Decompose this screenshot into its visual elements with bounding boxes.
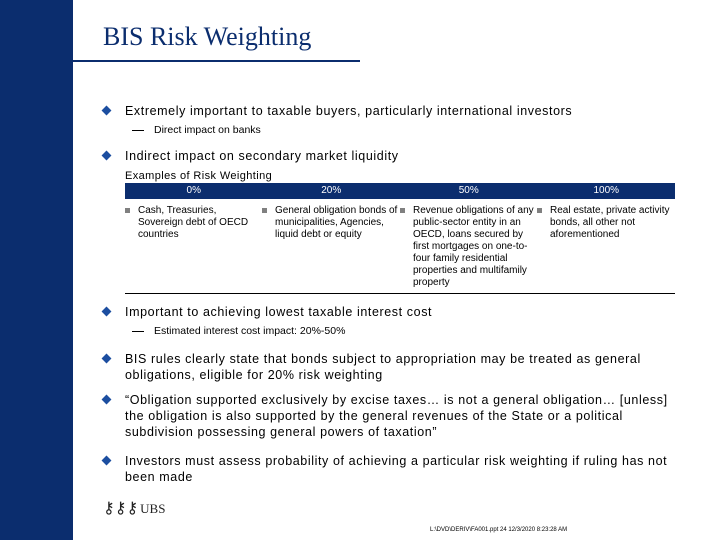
bullet-text: Extremely important to taxable buyers, particularly international investors: [125, 104, 573, 118]
examples-cell-text: General obligation bonds of municipalities, Agencies, liquid debt or equity: [275, 205, 398, 240]
square-bullet-icon: [125, 208, 130, 213]
left-accent-bar: [0, 0, 73, 540]
diamond-bullet-icon: [102, 106, 112, 116]
header-50-percent: 50%: [458, 185, 479, 196]
logo-text: UBS: [140, 501, 166, 516]
diamond-bullet-icon: [102, 354, 112, 364]
sub-bullet: [132, 124, 261, 136]
examples-cell-text: Real estate, private activity bonds, all other not aforementioned: [550, 205, 670, 240]
examples-header-row: [125, 183, 675, 199]
title-underline: [73, 60, 360, 62]
sub-bullet: [132, 325, 345, 337]
bullet-text: “Obligation supported exclusively by excise taxes… is not a general obligation… [unless] the obligation is also supported by the general revenues of the State or a political subdivision possessing general powers of taxation”: [125, 393, 668, 439]
diamond-bullet-icon: [102, 456, 112, 466]
header-0-percent: 0%: [186, 185, 201, 196]
footer-path: L:\DVD\DERIV\FA001.ppt 24 12/3/2020 8:23:28 AM: [430, 527, 568, 533]
examples-bottom-rule: [125, 293, 675, 294]
ubs-logo: [103, 498, 165, 518]
bullet-text: Indirect impact on secondary market liquidity: [125, 149, 399, 163]
keys-icon: ⚷⚷⚷: [103, 500, 139, 517]
examples-title: Examples of Risk Weighting: [125, 170, 273, 182]
bullet-text: Important to achieving lowest taxable interest cost: [125, 305, 433, 319]
bullet-text: Investors must assess probability of achieving a particular risk weighting if ruling has not been made: [125, 454, 668, 484]
dash-icon: [132, 130, 144, 131]
bullet-text: BIS rules clearly state that bonds subject to appropriation may be treated as general obligations, eligible for 20% risk weighting: [125, 352, 641, 382]
diamond-bullet-icon: [102, 151, 112, 161]
examples-cell-text: Revenue obligations of any public-sector entity in an OECD, loans secured by first mortgages on one-to-four family residential properties and multifamily property: [413, 205, 534, 288]
page-title: BIS Risk Weighting: [103, 22, 312, 51]
square-bullet-icon: [262, 208, 267, 213]
diamond-bullet-icon: [102, 307, 112, 317]
sub-bullet-text: Direct impact on banks: [154, 124, 261, 136]
diamond-bullet-icon: [102, 395, 112, 405]
square-bullet-icon: [400, 208, 405, 213]
square-bullet-icon: [537, 208, 542, 213]
header-100-percent: 100%: [593, 185, 620, 196]
sub-bullet-text: Estimated interest cost impact: 20%-50%: [154, 325, 346, 337]
header-20-percent: 20%: [321, 185, 342, 196]
examples-cell-text: Cash, Treasuries, Sovereign debt of OECD countries: [138, 205, 249, 240]
dash-icon: [132, 331, 144, 332]
